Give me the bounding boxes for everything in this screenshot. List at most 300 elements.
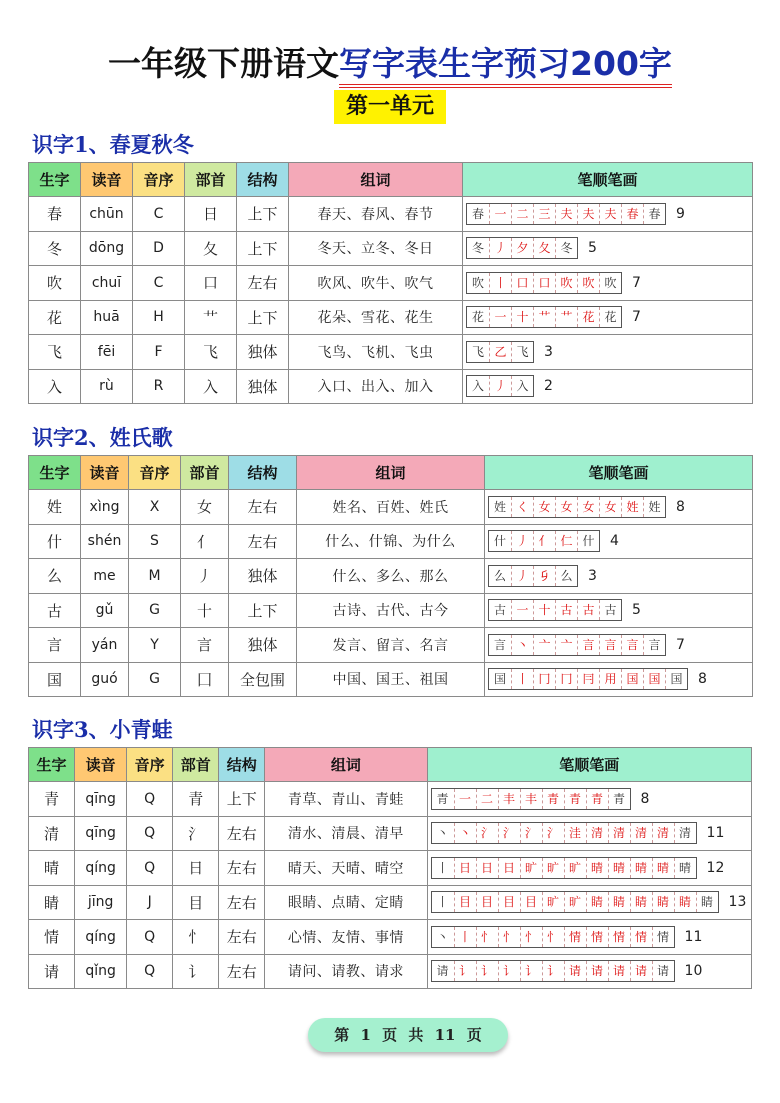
structure-cell: 独体 xyxy=(237,369,289,404)
header-row xyxy=(29,748,752,782)
header-row xyxy=(29,456,753,490)
pinyin-cell: huā xyxy=(81,300,133,335)
stroke-step: 目 xyxy=(454,892,476,912)
words-cell: 吹风、吹牛、吹气 xyxy=(289,266,463,301)
structure-cell: 独体 xyxy=(229,559,297,594)
stroke-step: 讠 xyxy=(542,961,564,981)
stroke-step: 讠 xyxy=(498,961,520,981)
header-char: 生字 xyxy=(29,748,75,782)
stroke-step: 睛 xyxy=(608,892,630,912)
stroke-step: 情 xyxy=(608,927,630,947)
stroke-step: 丰 xyxy=(520,789,542,809)
stroke-step: 目 xyxy=(498,892,520,912)
table-row xyxy=(29,782,752,817)
words-cell: 入口、出入、加入 xyxy=(289,369,463,404)
stroke-count: 13 xyxy=(728,894,747,911)
radical-cell: 讠 xyxy=(173,954,219,989)
stroke-order-grid xyxy=(431,857,697,879)
stroke-step: 冬 xyxy=(471,241,484,256)
structure-cell: 左右 xyxy=(219,851,265,886)
stroke-step: 晴 xyxy=(630,858,652,878)
stroke-step: 丨 xyxy=(436,895,449,910)
stroke-step: 丿 xyxy=(489,238,511,258)
char-cell: 吹 xyxy=(29,266,81,301)
stroke-step: 言 xyxy=(621,635,643,655)
radical-cell: 忄 xyxy=(173,920,219,955)
stroke-step: 情 xyxy=(586,927,608,947)
stroke-step: 丶 xyxy=(511,635,533,655)
stroke-step: 忄 xyxy=(520,927,542,947)
section-title-2: 识字2、姓氏歌 xyxy=(32,425,173,450)
order-cell: F xyxy=(133,335,185,370)
stroke-order-cell xyxy=(463,231,753,266)
stroke-step: 氵 xyxy=(498,823,520,843)
header-char: 生字 xyxy=(29,163,81,197)
header-words: 组词 xyxy=(289,163,463,197)
stroke-count: 10 xyxy=(684,963,703,980)
stroke-step: 青 xyxy=(542,789,564,809)
stroke-step: 女 xyxy=(533,497,555,517)
radical-cell: 亻 xyxy=(181,524,229,559)
stroke-step: 三 xyxy=(533,204,555,224)
stroke-step: 么 xyxy=(493,568,506,583)
stroke-count: 8 xyxy=(698,671,707,688)
stroke-count: 11 xyxy=(706,825,725,842)
stroke-step: 言 xyxy=(599,635,621,655)
stroke-count: 3 xyxy=(544,343,553,360)
stroke-order-grid xyxy=(466,272,622,294)
order-cell: M xyxy=(129,559,181,594)
structure-cell: 上下 xyxy=(219,782,265,817)
char-cell: 晴 xyxy=(29,851,75,886)
header-structure: 结构 xyxy=(219,748,265,782)
stroke-step: 花 xyxy=(471,310,484,325)
table-row xyxy=(29,266,753,301)
stroke-count: 3 xyxy=(588,567,597,584)
stroke-step: 夫 xyxy=(599,204,621,224)
stroke-count: 5 xyxy=(632,602,641,619)
stroke-step: 吹 xyxy=(599,273,621,293)
table-row xyxy=(29,816,752,851)
table-section-2 xyxy=(28,455,753,697)
stroke-order-cell xyxy=(485,559,753,594)
stroke-step: 青 xyxy=(608,789,630,809)
structure-cell: 上下 xyxy=(229,593,297,628)
header-strokes: 笔顺笔画 xyxy=(485,456,753,490)
table-row xyxy=(29,231,753,266)
stroke-step: 吹 xyxy=(555,273,577,293)
pinyin-cell: jīng xyxy=(75,885,127,920)
stroke-step: 夫 xyxy=(577,204,599,224)
pinyin-cell: fēi xyxy=(81,335,133,370)
stroke-step: 旷 xyxy=(564,858,586,878)
pinyin-cell: qíng xyxy=(75,851,127,886)
stroke-order-grid xyxy=(488,530,600,552)
char-cell: 冬 xyxy=(29,231,81,266)
stroke-order-cell xyxy=(485,662,753,697)
stroke-step: 冂 xyxy=(555,669,577,689)
order-cell: X xyxy=(129,490,181,525)
stroke-order-cell xyxy=(463,266,753,301)
stroke-step: 忄 xyxy=(542,927,564,947)
header-char: 生字 xyxy=(29,456,81,490)
structure-cell: 左右 xyxy=(219,816,265,851)
radical-cell: 青 xyxy=(173,782,219,817)
stroke-step: 什 xyxy=(493,534,506,549)
stroke-step: 十 xyxy=(533,600,555,620)
radical-cell: 日 xyxy=(185,197,237,232)
order-cell: C xyxy=(133,197,185,232)
radical-cell: 口 xyxy=(185,266,237,301)
stroke-step: 请 xyxy=(630,961,652,981)
pinyin-cell: qǐng xyxy=(75,954,127,989)
table-row xyxy=(29,524,753,559)
stroke-order-grid xyxy=(488,668,688,690)
char-cell: 花 xyxy=(29,300,81,335)
stroke-step: 国 xyxy=(665,669,687,689)
stroke-step: 吹 xyxy=(471,275,484,290)
stroke-order-cell xyxy=(463,369,753,404)
stroke-step: 目 xyxy=(476,892,498,912)
stroke-step: 旷 xyxy=(542,892,564,912)
title-part1: 一年级下册语文 xyxy=(108,44,340,83)
stroke-step: 请 xyxy=(652,961,674,981)
stroke-count: 8 xyxy=(640,790,650,807)
words-cell: 青草、青山、青蛙 xyxy=(265,782,427,817)
stroke-step: 丰 xyxy=(498,789,520,809)
header-reading: 读音 xyxy=(75,748,127,782)
structure-cell: 全包围 xyxy=(229,662,297,697)
order-cell: Q xyxy=(127,851,173,886)
header-order: 音序 xyxy=(127,748,173,782)
stroke-step: 青 xyxy=(586,789,608,809)
stroke-step: 花 xyxy=(577,307,599,327)
structure-cell: 上下 xyxy=(237,300,289,335)
stroke-step: 睛 xyxy=(630,892,652,912)
structure-cell: 左右 xyxy=(219,920,265,955)
table-section-1 xyxy=(28,162,753,404)
stroke-count: 8 xyxy=(676,498,685,515)
stroke-step: 丶 xyxy=(454,823,476,843)
char-cell: 睛 xyxy=(29,885,75,920)
stroke-step: 清 xyxy=(630,823,652,843)
pinyin-cell: qīng xyxy=(75,816,127,851)
radical-cell: 十 xyxy=(181,593,229,628)
words-cell: 花朵、雪花、花生 xyxy=(289,300,463,335)
words-cell: 姓名、百姓、姓氏 xyxy=(297,490,485,525)
words-cell: 发言、留言、名言 xyxy=(297,628,485,663)
header-order: 音序 xyxy=(133,163,185,197)
stroke-step: 女 xyxy=(555,497,577,517)
stroke-step: 氵 xyxy=(476,823,498,843)
char-cell: 清 xyxy=(29,816,75,851)
stroke-order-cell xyxy=(485,490,753,525)
char-cell: 言 xyxy=(29,628,81,663)
structure-cell: 上下 xyxy=(237,197,289,232)
stroke-order-grid xyxy=(488,599,622,621)
header-radical: 部首 xyxy=(185,163,237,197)
header-strokes: 笔顺笔画 xyxy=(427,748,751,782)
order-cell: D xyxy=(133,231,185,266)
stroke-step: 用 xyxy=(599,669,621,689)
stroke-step: 青 xyxy=(564,789,586,809)
stroke-step: 亠 xyxy=(533,635,555,655)
pinyin-cell: xìng xyxy=(81,490,129,525)
words-cell: 冬天、立冬、冬日 xyxy=(289,231,463,266)
stroke-order-cell xyxy=(427,920,751,955)
header-structure: 结构 xyxy=(237,163,289,197)
stroke-step: 睛 xyxy=(652,892,674,912)
header-radical: 部首 xyxy=(181,456,229,490)
table-row xyxy=(29,851,752,886)
words-cell: 中国、国王、祖国 xyxy=(297,662,485,697)
radical-cell: 入 xyxy=(185,369,237,404)
pinyin-cell: yán xyxy=(81,628,129,663)
radical-cell: 艹 xyxy=(185,300,237,335)
stroke-step: 入 xyxy=(511,376,533,396)
words-cell: 什么、什锦、为什么 xyxy=(297,524,485,559)
stroke-count: 4 xyxy=(610,533,619,550)
radical-cell: 目 xyxy=(173,885,219,920)
char-cell: 请 xyxy=(29,954,75,989)
stroke-step: く xyxy=(511,497,533,517)
stroke-step: 𠂎 xyxy=(533,566,555,586)
radical-cell: 日 xyxy=(173,851,219,886)
order-cell: Q xyxy=(127,954,173,989)
pinyin-cell: chuī xyxy=(81,266,133,301)
stroke-order-grid xyxy=(431,788,631,810)
stroke-step: 丨 xyxy=(454,927,476,947)
words-cell: 飞鸟、飞机、飞虫 xyxy=(289,335,463,370)
stroke-count: 2 xyxy=(544,378,553,395)
radical-cell: 言 xyxy=(181,628,229,663)
structure-cell: 左右 xyxy=(229,490,297,525)
words-cell: 心情、友情、事情 xyxy=(265,920,427,955)
stroke-step: 么 xyxy=(555,566,577,586)
stroke-step: 古 xyxy=(555,600,577,620)
pinyin-cell: me xyxy=(81,559,129,594)
table-row xyxy=(29,920,752,955)
stroke-count: 7 xyxy=(676,636,685,653)
stroke-order-grid xyxy=(466,306,622,328)
structure-cell: 左右 xyxy=(237,266,289,301)
stroke-step: 冬 xyxy=(555,238,577,258)
char-cell: 入 xyxy=(29,369,81,404)
stroke-order-cell xyxy=(463,300,753,335)
table-row xyxy=(29,885,752,920)
structure-cell: 独体 xyxy=(237,335,289,370)
stroke-step: 晴 xyxy=(608,858,630,878)
pinyin-cell: chūn xyxy=(81,197,133,232)
stroke-step: 氵 xyxy=(520,823,542,843)
stroke-count: 7 xyxy=(632,274,641,291)
stroke-step: 洼 xyxy=(564,823,586,843)
pinyin-cell: qīng xyxy=(75,782,127,817)
stroke-step: 丨 xyxy=(436,860,449,875)
stroke-step: 春 xyxy=(643,204,665,224)
stroke-step: 丶 xyxy=(436,929,449,944)
words-cell: 眼睛、点睛、定睛 xyxy=(265,885,427,920)
stroke-step: 丨 xyxy=(511,669,533,689)
header-order: 音序 xyxy=(129,456,181,490)
radical-cell: 囗 xyxy=(181,662,229,697)
stroke-step: 请 xyxy=(608,961,630,981)
stroke-order-cell xyxy=(485,524,753,559)
stroke-step: 艹 xyxy=(533,307,555,327)
header-row xyxy=(29,163,753,197)
stroke-order-grid xyxy=(488,496,666,518)
header-reading: 读音 xyxy=(81,456,129,490)
stroke-count: 11 xyxy=(684,928,703,945)
stroke-step: 一 xyxy=(511,600,533,620)
radical-cell: 女 xyxy=(181,490,229,525)
stroke-step: 丿 xyxy=(511,566,533,586)
stroke-step: 目 xyxy=(520,892,542,912)
stroke-count: 9 xyxy=(676,205,685,222)
stroke-step: 艹 xyxy=(555,307,577,327)
stroke-step: 丨 xyxy=(489,273,511,293)
header-words: 组词 xyxy=(265,748,427,782)
stroke-step: 夂 xyxy=(533,238,555,258)
stroke-step: 二 xyxy=(511,204,533,224)
stroke-step: 请 xyxy=(436,964,449,979)
stroke-step: 晴 xyxy=(674,858,696,878)
words-cell: 清水、清晨、清早 xyxy=(265,816,427,851)
stroke-step: 言 xyxy=(643,635,665,655)
pinyin-cell: shén xyxy=(81,524,129,559)
stroke-order-cell xyxy=(463,335,753,370)
stroke-step: 姓 xyxy=(493,499,506,514)
stroke-step: 讠 xyxy=(520,961,542,981)
words-cell: 什么、多么、那么 xyxy=(297,559,485,594)
stroke-step: 忄 xyxy=(498,927,520,947)
stroke-step: 女 xyxy=(577,497,599,517)
header-words: 组词 xyxy=(297,456,485,490)
words-cell: 古诗、古代、古今 xyxy=(297,593,485,628)
page-indicator: 第 1 页 共 11 页 xyxy=(308,1018,508,1052)
stroke-step: 姓 xyxy=(621,497,643,517)
order-cell: Q xyxy=(127,920,173,955)
structure-cell: 左右 xyxy=(219,954,265,989)
stroke-step: 忄 xyxy=(476,927,498,947)
order-cell: G xyxy=(129,593,181,628)
pinyin-cell: guó xyxy=(81,662,129,697)
table-section-3 xyxy=(28,747,752,989)
stroke-step: 一 xyxy=(489,307,511,327)
table-row xyxy=(29,662,753,697)
stroke-step: 晴 xyxy=(652,858,674,878)
char-cell: 古 xyxy=(29,593,81,628)
stroke-order-cell xyxy=(427,954,751,989)
stroke-order-grid xyxy=(466,203,666,225)
pinyin-cell: rù xyxy=(81,369,133,404)
stroke-step: 女 xyxy=(599,497,621,517)
pinyin-cell: qíng xyxy=(75,920,127,955)
structure-cell: 左右 xyxy=(219,885,265,920)
stroke-step: 日 xyxy=(498,858,520,878)
stroke-count: 12 xyxy=(706,859,725,876)
radical-cell: 氵 xyxy=(173,816,219,851)
stroke-order-grid xyxy=(431,960,675,982)
stroke-order-grid xyxy=(466,375,534,397)
order-cell: H xyxy=(133,300,185,335)
stroke-step: 乙 xyxy=(489,342,511,362)
stroke-step: 古 xyxy=(577,600,599,620)
stroke-step: 情 xyxy=(652,927,674,947)
stroke-step: 亠 xyxy=(555,635,577,655)
char-cell: 什 xyxy=(29,524,81,559)
stroke-order-cell xyxy=(427,885,751,920)
section-title-1: 识字1、春夏秋冬 xyxy=(32,132,194,157)
stroke-step: 言 xyxy=(493,637,506,652)
section-title-3: 识字3、小青蛙 xyxy=(32,717,173,742)
order-cell: G xyxy=(129,662,181,697)
stroke-order-cell xyxy=(427,851,751,886)
stroke-step: 睛 xyxy=(674,892,696,912)
stroke-step: 睛 xyxy=(696,892,718,912)
header-structure: 结构 xyxy=(229,456,297,490)
stroke-step: 口 xyxy=(511,273,533,293)
radical-cell: 夂 xyxy=(185,231,237,266)
radical-cell: 丿 xyxy=(181,559,229,594)
char-cell: 姓 xyxy=(29,490,81,525)
words-cell: 晴天、天晴、晴空 xyxy=(265,851,427,886)
table-row xyxy=(29,559,753,594)
order-cell: Y xyxy=(129,628,181,663)
stroke-step: 情 xyxy=(564,927,586,947)
stroke-step: 讠 xyxy=(476,961,498,981)
stroke-step: 丿 xyxy=(511,531,533,551)
table-row xyxy=(29,300,753,335)
order-cell: C xyxy=(133,266,185,301)
table-row xyxy=(29,490,753,525)
stroke-step: 请 xyxy=(564,961,586,981)
stroke-order-cell xyxy=(485,628,753,663)
stroke-order-grid xyxy=(431,891,719,913)
stroke-step: 青 xyxy=(436,791,449,806)
stroke-step: 清 xyxy=(586,823,608,843)
stroke-step: 丿 xyxy=(489,376,511,396)
stroke-step: 春 xyxy=(471,206,484,221)
header-radical: 部首 xyxy=(173,748,219,782)
page-title xyxy=(0,38,780,85)
words-cell: 请问、请教、请求 xyxy=(265,954,427,989)
stroke-count: 7 xyxy=(632,309,641,326)
char-cell: 么 xyxy=(29,559,81,594)
header-strokes: 笔顺笔画 xyxy=(463,163,753,197)
stroke-order-grid xyxy=(466,237,578,259)
stroke-order-cell xyxy=(463,197,753,232)
stroke-order-grid xyxy=(488,634,666,656)
stroke-step: 仁 xyxy=(555,531,577,551)
structure-cell: 上下 xyxy=(237,231,289,266)
stroke-step: 古 xyxy=(599,600,621,620)
stroke-step: 丶 xyxy=(436,826,449,841)
char-cell: 国 xyxy=(29,662,81,697)
stroke-step: 春 xyxy=(621,204,643,224)
order-cell: Q xyxy=(127,816,173,851)
structure-cell: 独体 xyxy=(229,628,297,663)
table-row xyxy=(29,335,753,370)
stroke-step: 亻 xyxy=(533,531,555,551)
stroke-step: 一 xyxy=(489,204,511,224)
stroke-step: 旷 xyxy=(542,858,564,878)
stroke-step: 请 xyxy=(586,961,608,981)
stroke-step: 晴 xyxy=(586,858,608,878)
stroke-step: 飞 xyxy=(511,342,533,362)
stroke-step: 氵 xyxy=(542,823,564,843)
stroke-step: 国 xyxy=(643,669,665,689)
